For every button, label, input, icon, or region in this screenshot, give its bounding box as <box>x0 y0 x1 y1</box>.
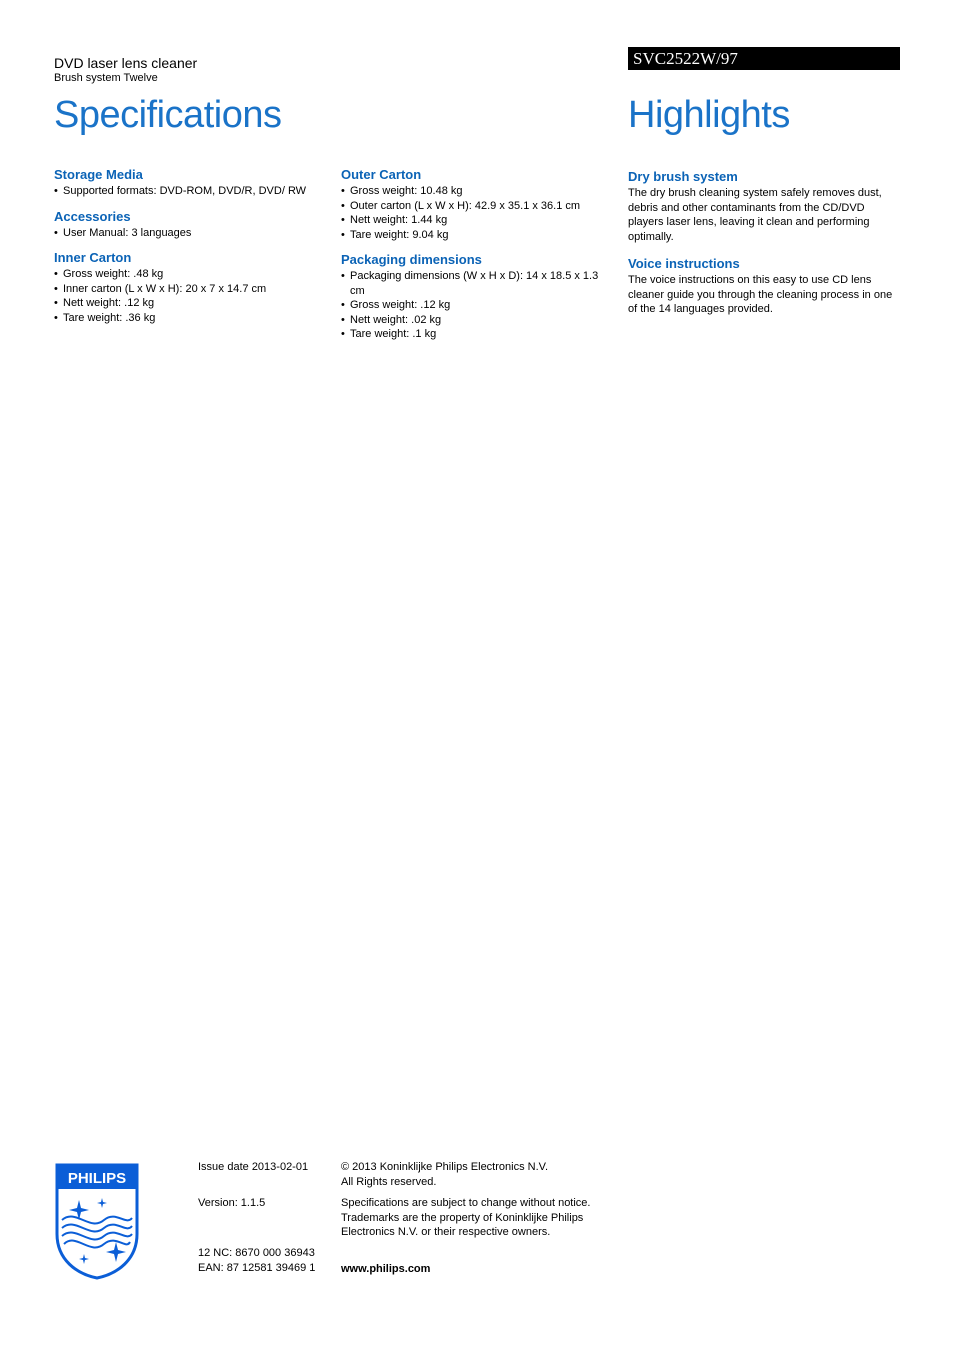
section-storage-media <box>54 167 319 199</box>
specs-column-1 <box>54 167 319 335</box>
highlight-voice <box>628 256 900 317</box>
spec-item: • Tare weight: 9.04 kg <box>341 228 606 243</box>
ean-number: EAN: 87 12581 39469 1 <box>198 1261 316 1274</box>
rights: All Rights reserved. <box>341 1175 437 1188</box>
spec-item: • Gross weight: .12 kg <box>341 298 606 313</box>
highlight-dry-brush <box>628 169 900 244</box>
spec-item: • Packaging dimensions (W x H x D): 14 x 18.5 x 1.3 cm <box>341 269 606 298</box>
specs-column-2 <box>341 167 606 352</box>
logo-text: PHILIPS <box>67 1170 127 1187</box>
model-number-bar: SVC2522W/97 <box>628 47 900 70</box>
spec-item: • Gross weight: .48 kg <box>54 267 319 282</box>
spec-list <box>54 226 319 241</box>
spec-item: • Gross weight: 10.48 kg <box>341 184 606 199</box>
section-heading: Packaging dimensions <box>341 252 482 267</box>
spec-item: • User Manual: 3 languages <box>54 226 319 241</box>
spec-item: • Nett weight: .12 kg <box>54 296 319 311</box>
section-accessories <box>54 209 319 241</box>
website-link[interactable]: www.philips.com <box>341 1262 431 1275</box>
spec-list <box>54 184 319 199</box>
footer-legal <box>341 1160 611 1276</box>
disclaimer-line: Specifications are subject to change without notice. <box>341 1197 591 1209</box>
spec-list <box>341 269 606 342</box>
highlights-column <box>628 169 900 329</box>
spec-item: • Tare weight: .1 kg <box>341 327 606 342</box>
spec-list <box>341 184 606 242</box>
product-name: DVD laser lens cleaner <box>54 55 198 71</box>
section-heading: Inner Carton <box>54 250 132 265</box>
nc-number: 12 NC: 8670 000 36943 <box>198 1247 315 1259</box>
highlights-title: Highlights <box>628 94 790 136</box>
spec-item: • Nett weight: 1.44 kg <box>341 213 606 228</box>
product-subtitle: Brush system Twelve <box>54 72 158 84</box>
spec-item: • Inner carton (L x W x H): 20 x 7 x 14.7 cm <box>54 282 319 297</box>
issue-date: Issue date 2013-02-01 <box>198 1161 309 1173</box>
version: Version: 1.1.5 <box>198 1196 266 1209</box>
section-heading: Accessories <box>54 208 131 224</box>
section-packaging-dimensions <box>341 252 606 342</box>
section-heading: Storage Media <box>54 167 143 182</box>
highlight-heading: Voice instructions <box>628 256 740 271</box>
philips-shield-icon <box>54 1162 140 1280</box>
copyright: © 2013 Koninklijke Philips Electronics N.V. <box>341 1161 549 1173</box>
spec-item: • Tare weight: .36 kg <box>54 311 319 326</box>
specifications-title: Specifications <box>54 94 282 136</box>
spec-item: • Supported formats: DVD-ROM, DVD/R, DVD/ RW <box>54 184 319 199</box>
highlight-text: The voice instructions on this easy to use CD lens cleaner guide you through the cleaning process in one of the 14 languages provided. <box>628 274 893 315</box>
section-inner-carton <box>54 250 319 325</box>
section-heading: Outer Carton <box>341 167 422 182</box>
spec-list <box>54 267 319 325</box>
footer-info <box>198 1160 328 1275</box>
spec-item: • Outer carton (L x W x H): 42.9 x 35.1 x 36.1 cm <box>341 199 606 214</box>
disclaimer-line: Trademarks are the property of Koninklijke Philips <box>341 1211 584 1224</box>
disclaimer-line: Electronics N.V. or their respective owners. <box>341 1226 551 1238</box>
section-outer-carton <box>341 167 606 242</box>
highlight-text: The dry brush cleaning system safely removes dust, debris and other contaminants from the CD/DVD players laser lens, leaving it clean and performing optimally. <box>628 187 882 243</box>
highlight-heading: Dry brush system <box>628 169 738 184</box>
spec-item: • Nett weight: .02 kg <box>341 313 606 328</box>
